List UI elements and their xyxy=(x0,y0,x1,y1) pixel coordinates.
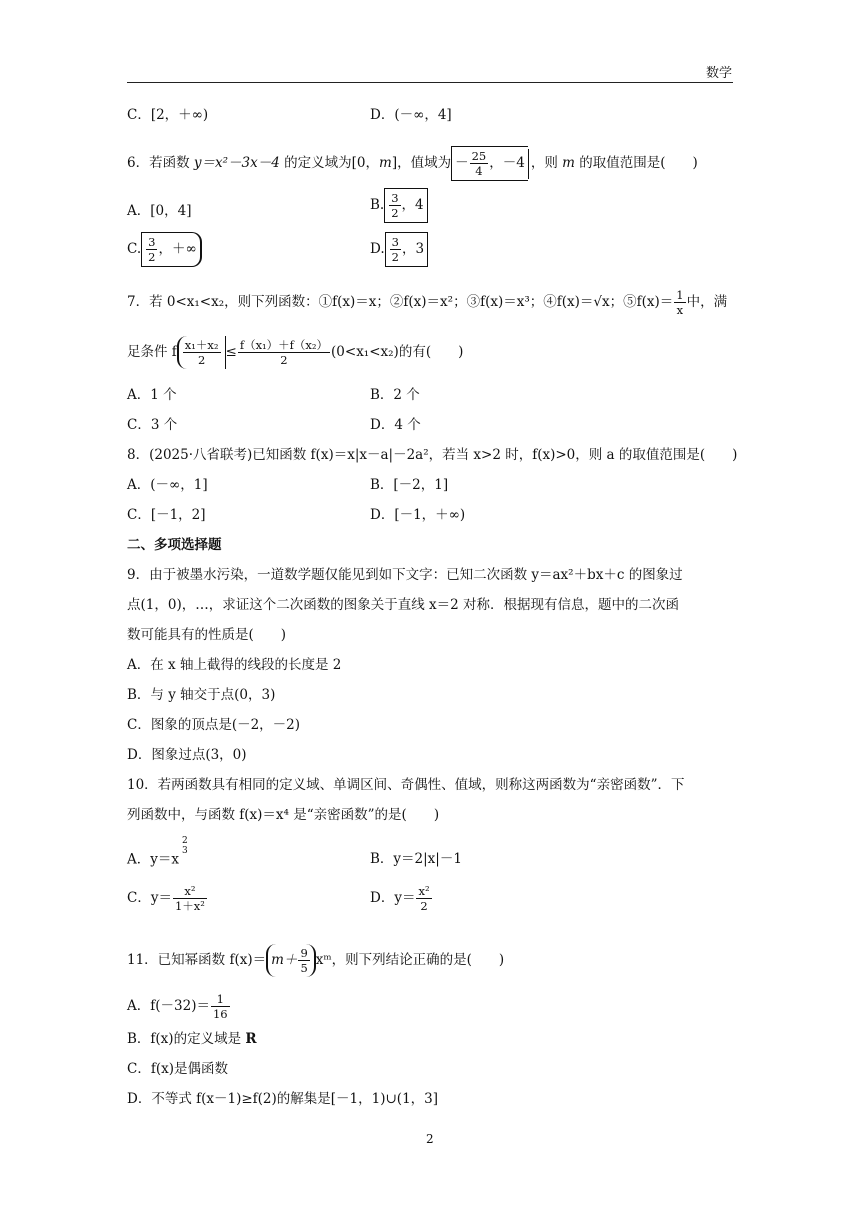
q9-option-a: A．在 x 轴上截得的线段的长度是 2 xyxy=(127,657,342,673)
q11-option-a: A．f(－32)＝ $\frac{1}{16}$ xyxy=(127,992,228,1021)
q7-option-d: D．4 个 xyxy=(370,417,421,433)
q10-option-a: A．y＝x 2 3 xyxy=(127,836,188,868)
question-11-stem: 11．已知幂函数 f(x)＝ m＋ $\frac{9}{5}$ xᵐ，则下列结论正确的是( ) xyxy=(127,946,505,975)
question-7-stem-line1: 7．若 0<x₁<x₂，则下列函数：①f(x)＝x；②f(x)＝x²；③f(x)＝x³；④f(x)＝√x；⑤f(x)＝ $\frac{1}{x}$ 中，满 xyxy=(127,288,728,317)
question-9-line1: 9．由于被墨水污染，一道数学题仅能见到如下文字：已知二次函数 y＝ax²＋bx＋c 的图象过 xyxy=(127,567,683,583)
question-8-stem: 8．(2025·八省联考)已知函数 f(x)＝x|x－a|－2a²，若当 x>2 时，f(x)>0，则 a 的取值范围是( ) xyxy=(127,447,738,463)
header-rule xyxy=(127,82,733,83)
q6-option-a: A．[0，4] xyxy=(127,203,192,219)
section-title: 二、多项选择题 xyxy=(127,537,222,553)
q10-option-b: B．y＝2|x|－1 xyxy=(370,851,462,867)
question-9-line2: 点(1，0)，…，求证这个二次函数的图象关于直线 x＝2 对称．根据现有信息，题中的二次函 xyxy=(127,597,679,613)
page-number: 2 xyxy=(426,1132,434,1146)
q8-option-a: A．(－∞，1] xyxy=(127,477,208,493)
q6-option-b: B. $\frac{3}{2}$ ，4 xyxy=(370,188,428,223)
q9-option-b: B．与 y 轴交于点(0，3) xyxy=(127,687,276,703)
q9-option-d: D．图象过点(3，0) xyxy=(127,747,247,763)
question-10-line1: 10．若两函数具有相同的定义域、单调区间、奇偶性、值域，则称这两函数为“亲密函数”．下 xyxy=(127,777,685,793)
option-prev-c: C．[2，＋∞) xyxy=(127,107,209,123)
q6-option-d: D. $\frac{3}{2}$ ，3 xyxy=(370,232,428,267)
question-7-stem-line2: 足条件 f $\frac{\text{x₁＋x₂}}{2}$ ≤ $\frac{\text{f（x₁）＋f（x₂）}}{2}$ (0<x₁<x₂)的有( ) xyxy=(127,338,464,367)
question-10-line2: 列函数中，与函数 f(x)＝x⁴ 是“亲密函数”的是( ) xyxy=(127,807,440,823)
q7-option-c: C．3 个 xyxy=(127,417,178,433)
question-6-stem: 6．若函数 y＝x²－3x－4 的定义域为[0，m]，值域为 － $\frac{25}{4}$ ，－4 ，则 m 的取值范围是( ) xyxy=(127,146,698,181)
q8-option-c: C．[－1，2] xyxy=(127,507,206,523)
q7-option-b: B．2 个 xyxy=(370,387,420,403)
q10-option-d: D．y＝ $\frac{\text{x²}}{2}$ xyxy=(370,884,430,913)
q7-option-a: A．1 个 xyxy=(127,387,177,403)
q11-option-b: B．f(x)的定义域是 R xyxy=(127,1031,257,1047)
option-prev-d: D．(－∞，4] xyxy=(370,107,452,123)
q9-option-c: C．图象的顶点是(－2，－2) xyxy=(127,717,301,733)
q6-option-c: C. $\frac{3}{2}$ ，＋∞ xyxy=(127,232,202,267)
question-9-line3: 数可能具有的性质是( ) xyxy=(127,627,287,643)
header-subject: 数学 xyxy=(706,66,733,81)
q8-option-b: B．[－2，1] xyxy=(370,477,449,493)
q6-range-bracket: － $\frac{25}{4}$ ，－4 xyxy=(451,146,528,181)
q10-option-c: C．y＝ $\frac{\text{x²}}{\text{1＋x²}}$ xyxy=(127,884,205,913)
q11-option-c: C．f(x)是偶函数 xyxy=(127,1061,228,1077)
q8-option-d: D．[－1，＋∞) xyxy=(370,507,466,523)
q11-option-d: D．不等式 f(x－1)≥f(2)的解集是[－1，1)∪(1，3] xyxy=(127,1091,439,1107)
